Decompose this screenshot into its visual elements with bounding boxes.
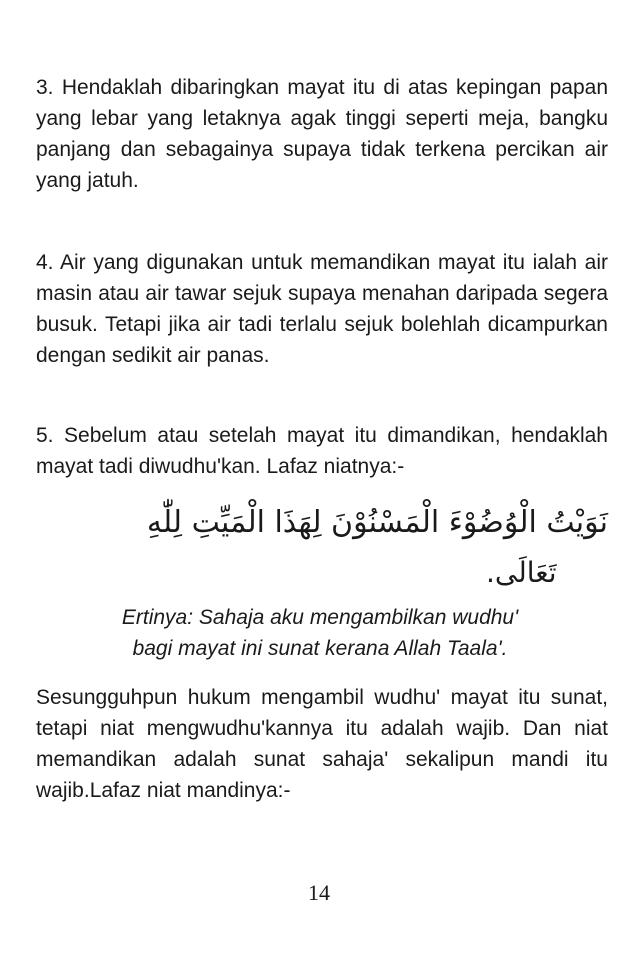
arabic-niat-line-2: تَعَالَى. bbox=[486, 556, 557, 589]
paragraph-step-4: 4. Air yang digunakan untuk memandikan mayat itu ialah air masin atau air tawar sejuk supaya menahan daripada segera busuk. Tetapi jika air tadi terlalu sejuk bolehlah dicampurkan dengan sedikit air panas. bbox=[36, 251, 608, 367]
page-number: 14 bbox=[308, 880, 330, 905]
paragraph-wudhu-ruling: Sesungguhpun hukum mengambil wudhu' mayat itu sunat, tetapi niat mengwudhu'kannya itu adalah wajib. Dan niat memandikan adalah sunat sahaja' sekalipun mandi itu wajib.Lafaz niat mandinya:- bbox=[36, 686, 608, 802]
paragraph-step-5: 5. Sebelum atau setelah mayat itu dimandikan, hendaklah mayat tadi diwudhu'kan. Lafaz niatnya:- bbox=[36, 424, 608, 478]
translation-line-2: bagi mayat ini sunat kerana Allah Taala'. bbox=[132, 637, 508, 660]
paragraph-step-3: 3. Hendaklah dibaringkan mayat itu di atas kepingan papan yang lebar yang letaknya agak tinggi seperti meja, bangku panjang dan sebagainya supaya tidak terkena percikan air yang jatuh. bbox=[36, 76, 608, 192]
niat-translation bbox=[50, 602, 590, 664]
arabic-niat-line-1: نَوَيْتُ الْوُضُوْءَ الْمَسْنُوْنَ لِهَذَا الْمَيِّتِ لِلّٰهِ bbox=[146, 505, 608, 540]
translation-line-1: Ertinya: Sahaja aku mengambilkan wudhu' bbox=[121, 606, 519, 629]
